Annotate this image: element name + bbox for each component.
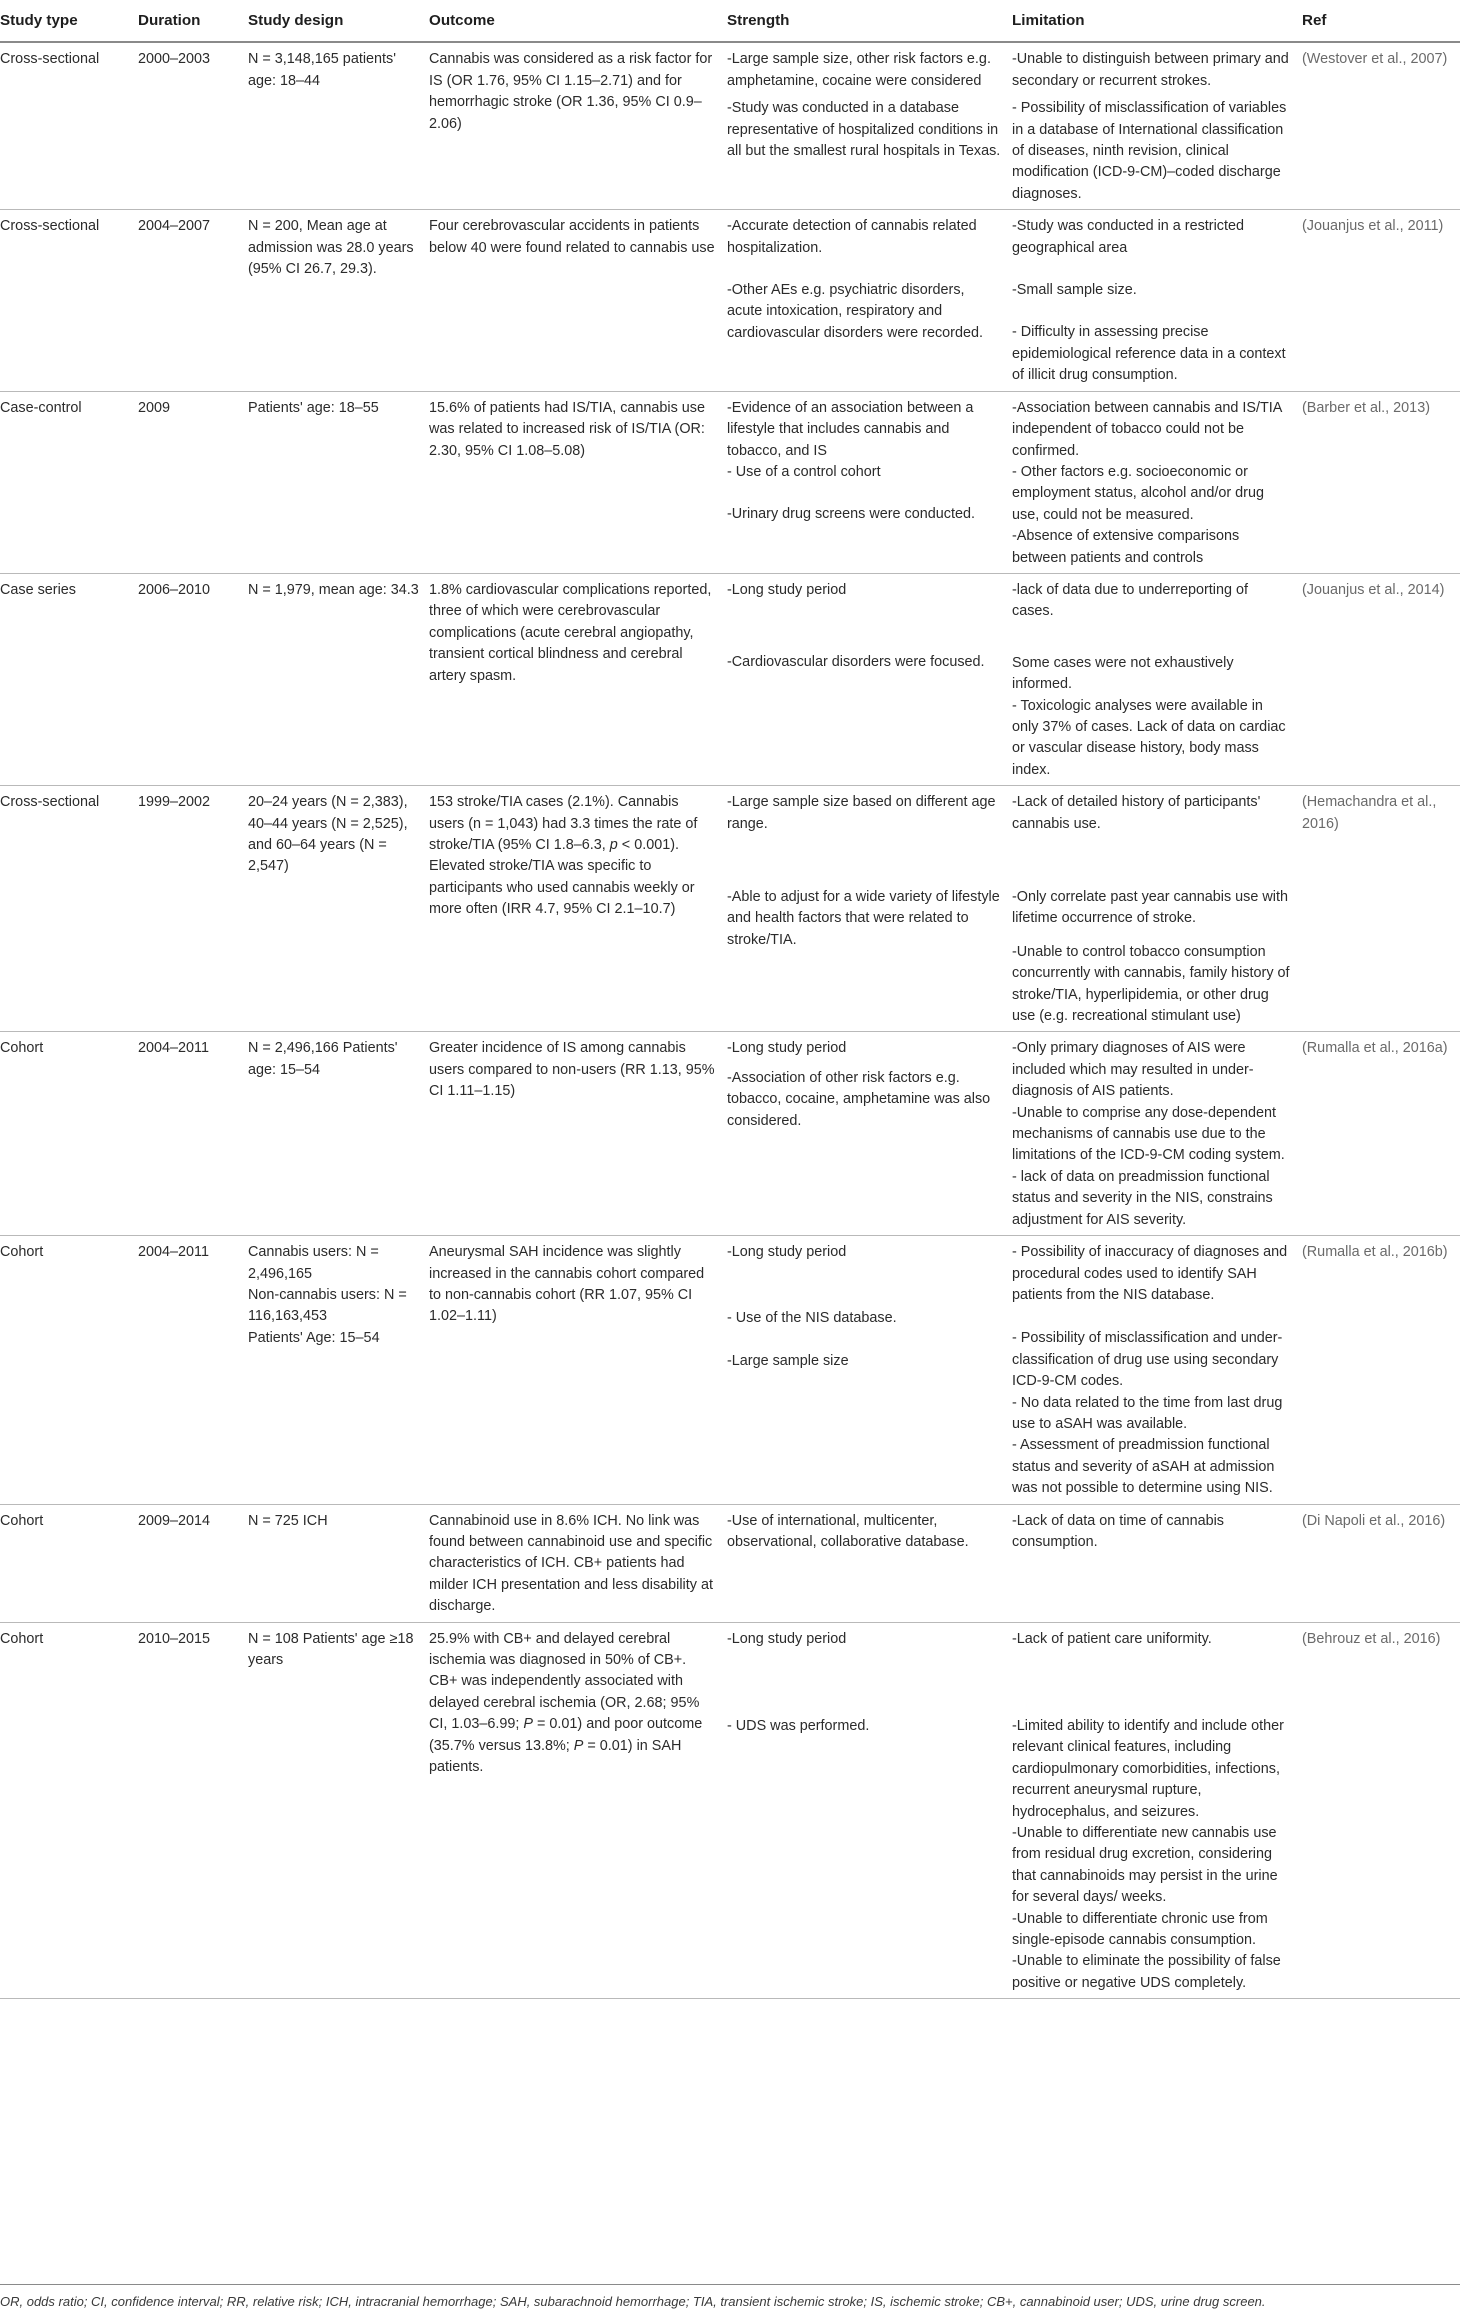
- strength-item: -Study was conducted in a database representative of hospitalized conditions in all but the smallest rural hospitals in Texas.: [727, 100, 1001, 160]
- limitation-cell: [1012, 1032, 1302, 1236]
- strength-item: -Evidence of an association between a lifestyle that includes cannabis and tobacco, and IS: [727, 399, 974, 459]
- limitation-cell: [1012, 1236, 1302, 1504]
- outcome-text: = 0.01) and poor outcome (35.7% versus 13.8%;: [429, 1716, 703, 1754]
- strength-cell: [727, 42, 1012, 209]
- limitation-item: - lack of data on preadmission functional status and severity in the NIS, constrains adjustment for AIS severity.: [1012, 1168, 1273, 1228]
- study-type-cell: Cross-sectional: [0, 786, 138, 1032]
- design-cell: N = 2,496,166 Patients' age: 15–54: [248, 1032, 429, 1236]
- strength-item: -Long study period: [727, 1040, 847, 1057]
- limitation-item: - Assessment of preadmission functional status and severity of aSAH at admission was not possible to determine using NIS.: [1012, 1437, 1275, 1497]
- limitation-item: - Difficulty in assessing precise epidemiological reference data in a context of illicit drug consumption.: [1012, 324, 1286, 384]
- outcome-cell: Four cerebrovascular accidents in patients below 40 were found related to cannabis use: [429, 210, 727, 391]
- limitation-item: -Absence of extensive comparisons between patients and controls: [1012, 528, 1240, 566]
- study-type-cell: Case series: [0, 573, 138, 785]
- duration-cell: 1999–2002: [138, 786, 248, 1032]
- strength-item: - UDS was performed.: [727, 1718, 870, 1734]
- ref-link[interactable]: (Behrouz et al., 2016): [1302, 1622, 1460, 1999]
- outcome-cell: Greater incidence of IS among cannabis users compared to non-users (RR 1.13, 95% CI 1.11–1.15): [429, 1032, 727, 1236]
- limitation-cell: [1012, 1622, 1302, 1999]
- design-cell: N = 108 Patients' age ≥18 years: [248, 1622, 429, 1999]
- study-type-cell: Cross-sectional: [0, 42, 138, 209]
- limitation-item: - No data related to the time from last drug use to aSAH was available.: [1012, 1394, 1283, 1432]
- outcome-cell: [429, 1622, 727, 1999]
- strength-cell: [727, 573, 1012, 785]
- limitation-item: - Toxicologic analyses were available in only 37% of cases. Lack of data on cardiac or vascular disease history, body mass index.: [1012, 697, 1286, 778]
- strength-item: -Long study period: [727, 581, 847, 598]
- outcome-cell: Cannabis was considered as a risk factor for IS (OR 1.76, 95% CI 1.15–2.71) and for hemorrhagic stroke (OR 1.36, 95% CI 0.9–2.06): [429, 42, 727, 209]
- design-cell: N = 1,979, mean age: 34.3: [248, 573, 429, 785]
- limitation-item: -Only primary diagnoses of AIS were included which may resulted in under-diagnosis of AIS patients.: [1012, 1040, 1254, 1100]
- footnote-divider: [0, 2284, 1460, 2285]
- header-outcome: Outcome: [429, 0, 727, 42]
- limitation-cell: [1012, 391, 1302, 573]
- limitation-item: -Lack of data on time of cannabis consumption.: [1012, 1512, 1224, 1550]
- design-cell: 20–24 years (N = 2,383), 40–44 years (N = 2,525), and 60–64 years (N = 2,547): [248, 786, 429, 1032]
- duration-cell: 2010–2015: [138, 1622, 248, 1999]
- strength-cell: [727, 1504, 1012, 1622]
- limitation-cell: [1012, 573, 1302, 785]
- limitation-item: -Unable to eliminate the possibility of false positive or negative UDS completely.: [1012, 1953, 1281, 1991]
- outcome-text: = 0.01) in SAH patients.: [429, 1737, 682, 1776]
- limitation-cell: [1012, 1504, 1302, 1622]
- table-row: [0, 573, 1460, 785]
- limitation-item: -Association between cannabis and IS/TIA independent of tobacco could not be confirmed.: [1012, 399, 1282, 459]
- outcome-cell: 15.6% of patients had IS/TIA, cannabis use was related to increased risk of IS/TIA (OR: 2.30, 95% CI 1.08–5.08): [429, 391, 727, 573]
- table-row: [0, 1032, 1460, 1236]
- table-row: [0, 786, 1460, 1032]
- ref-link[interactable]: (Rumalla et al., 2016a): [1302, 1032, 1460, 1236]
- design-cell: N = 200, Mean age at admission was 28.0 years (95% CI 26.7, 29.3).: [248, 210, 429, 391]
- header-study-type: Study type: [0, 0, 138, 42]
- strength-item: - Use of the NIS database.: [727, 1309, 897, 1326]
- limitation-cell: [1012, 42, 1302, 209]
- table-footnote: OR, odds ratio; CI, confidence interval; RR, relative risk; ICH, intracranial hemorrhage; SAH, subarachnoid hemorrhage; TIA, transient ischemic stroke; IS, ischemic stroke; CB+, cannabinoid user; UDS, urine drug screen.: [0, 2294, 1266, 2309]
- outcome-cell: Cannabinoid use in 8.6% ICH. No link was found between cannabinoid use and specific characteristics of ICH. CB+ patients had milder ICH presentation and less disability at discharge.: [429, 1504, 727, 1622]
- limitation-item: Some cases were not exhaustively informed.: [1012, 654, 1234, 693]
- limitation-cell: [1012, 786, 1302, 1032]
- study-type-cell: Cohort: [0, 1236, 138, 1504]
- strength-cell: [727, 1622, 1012, 1999]
- design-cell: Patients' age: 18–55: [248, 391, 429, 573]
- strength-cell: [727, 391, 1012, 573]
- strength-item: -Able to adjust for a wide variety of lifestyle and health factors that were related to stroke/TIA.: [727, 889, 1000, 948]
- outcome-cell: 1.8% cardiovascular complications reported, three of which were cerebrovascular complications (acute cerebral angiopathy, transient cortical blindness and cerebral artery spasm.: [429, 573, 727, 785]
- design-line: Non-cannabis users: N = 116,163,453: [248, 1286, 407, 1325]
- header-study-design: Study design: [248, 0, 429, 42]
- limitation-item: -Only correlate past year cannabis use with lifetime occurrence of stroke.: [1012, 889, 1288, 927]
- study-type-cell: Cohort: [0, 1622, 138, 1999]
- strength-item: - Use of a control cohort: [727, 463, 881, 480]
- outcome-text: 25.9% with CB+ and delayed cerebral ischemia was diagnosed in 50% of CB+. CB+ was independently associated with delayed cerebral ischemia (OR, 2.68; 95% CI, 1.03–6.99;: [429, 1630, 700, 1733]
- ref-link[interactable]: (Jouanjus et al., 2014): [1302, 573, 1460, 785]
- limitation-item: - Other factors e.g. socioeconomic or employment status, alcohol and/or drug use, could not be measured.: [1012, 463, 1264, 523]
- limitation-item: -Unable to control tobacco consumption concurrently with cannabis, family history of stroke/TIA, hyperlipidemia, or other drug use (e.g. recreational stimulant use): [1012, 943, 1290, 1025]
- limitation-item: - Possibility of misclassification of variables in a database of International classification of diseases, ninth revision, clinical modification (ICD-9-CM)–coded discharge diagnoses.: [1012, 100, 1287, 202]
- strength-cell: [727, 1236, 1012, 1504]
- duration-cell: 2004–2011: [138, 1236, 248, 1504]
- header-strength: Strength: [727, 0, 1012, 42]
- strength-item: -Urinary drug screens were conducted.: [727, 506, 975, 523]
- limitation-item: -lack of data due to underreporting of cases.: [1012, 581, 1248, 620]
- strength-item: -Association of other risk factors e.g. tobacco, cocaine, amphetamine was also considered.: [727, 1069, 991, 1129]
- limitation-item: - Possibility of misclassification and under-classification of drug use using secondary ICD-9-CM codes.: [1012, 1330, 1283, 1390]
- strength-item: -Other AEs e.g. psychiatric disorders, acute intoxication, respiratory and cardiovascular disorders were recorded.: [727, 282, 983, 341]
- table-row: [0, 1504, 1460, 1622]
- header-duration: Duration: [138, 0, 248, 42]
- limitation-item: -Small sample size.: [1012, 282, 1137, 299]
- strength-cell: [727, 210, 1012, 391]
- ref-link[interactable]: (Hemachandra et al., 2016): [1302, 786, 1460, 1032]
- strength-item: -Accurate detection of cannabis related hospitalization.: [727, 218, 977, 256]
- duration-cell: 2009–2014: [138, 1504, 248, 1622]
- outcome-cell: [429, 786, 727, 1032]
- table-row: [0, 42, 1460, 209]
- ref-link[interactable]: (Westover et al., 2007): [1302, 42, 1460, 209]
- strength-item: -Use of international, multicenter, observational, collaborative database.: [727, 1512, 969, 1550]
- limitation-cell: [1012, 210, 1302, 391]
- outcome-cell: Aneurysmal SAH incidence was slightly increased in the cannabis cohort compared to non-cannabis cohort (RR 1.07, 95% CI 1.02–1.11): [429, 1236, 727, 1504]
- strength-item: -Large sample size: [727, 1352, 849, 1369]
- duration-cell: 2000–2003: [138, 42, 248, 209]
- limitation-item: -Unable to comprise any dose-dependent mechanisms of cannabis use due to the limitations of the ICD-9-CM coding system.: [1012, 1104, 1285, 1164]
- limitation-item: -Lack of detailed history of participants' cannabis use.: [1012, 794, 1261, 832]
- ref-link[interactable]: (Jouanjus et al., 2011): [1302, 210, 1460, 391]
- limitation-item: - Possibility of inaccuracy of diagnoses and procedural codes used to identify SAH patients from the NIS database.: [1012, 1244, 1288, 1303]
- table-header-row: [0, 0, 1460, 42]
- table-row: [0, 391, 1460, 573]
- design-cell: N = 3,148,165 patients' age: 18–44: [248, 42, 429, 209]
- duration-cell: 2006–2010: [138, 573, 248, 785]
- strength-item: -Long study period: [727, 1244, 847, 1261]
- p-symbol: p: [609, 837, 618, 853]
- study-type-cell: Case-control: [0, 391, 138, 573]
- design-line: Patients' Age: 15–54: [248, 1329, 380, 1346]
- outcome-text: < 0.001). Elevated stroke/TIA was specific to participants who used cannabis weekly or more often (IRR 4.7, 95% CI 2.1–10.7): [429, 837, 695, 918]
- duration-cell: 2009: [138, 391, 248, 573]
- ref-link[interactable]: (Rumalla et al., 2016b): [1302, 1236, 1460, 1504]
- duration-cell: 2004–2007: [138, 210, 248, 391]
- strength-item: -Large sample size based on different age range.: [727, 794, 996, 832]
- limitation-item: -Unable to differentiate new cannabis use from residual drug excretion, considering that cannabinoids may persist in the urine for several days/ weeks.: [1012, 1825, 1278, 1906]
- ref-link[interactable]: (Barber et al., 2013): [1302, 391, 1460, 573]
- design-cell: [248, 1236, 429, 1504]
- p-symbol: P: [523, 1716, 534, 1733]
- limitation-item: -Limited ability to identify and include other relevant clinical features, including cardiopulmonary comorbidities, infections, recurrent aneurysmal rupture, hydrocephalus, and seizures.: [1012, 1718, 1284, 1820]
- limitation-item: -Unable to differentiate chronic use from single-episode cannabis consumption.: [1012, 1910, 1268, 1949]
- strength-item: -Cardiovascular disorders were focused.: [727, 654, 985, 671]
- table-row: [0, 1236, 1460, 1504]
- strength-cell: [727, 786, 1012, 1032]
- limitation-item: -Study was conducted in a restricted geographical area: [1012, 218, 1244, 256]
- study-type-cell: Cohort: [0, 1504, 138, 1622]
- outcome-text: 153 stroke/TIA cases (2.1%). Cannabis users (n = 1,043) had 3.3 times the rate of stroke/TIA (95% CI 1.8–6.3,: [429, 794, 698, 853]
- limitation-item: -Lack of patient care uniformity.: [1012, 1630, 1212, 1647]
- study-type-cell: Cross-sectional: [0, 210, 138, 391]
- strength-item: -Long study period: [727, 1630, 847, 1647]
- table-row: [0, 210, 1460, 391]
- table-row: [0, 1622, 1460, 1999]
- p-symbol: P: [573, 1737, 584, 1754]
- ref-link[interactable]: (Di Napoli et al., 2016): [1302, 1504, 1460, 1622]
- study-type-cell: Cohort: [0, 1032, 138, 1236]
- duration-cell: 2004–2011: [138, 1032, 248, 1236]
- strength-item: -Large sample size, other risk factors e.g. amphetamine, cocaine were considered: [727, 51, 991, 89]
- design-line: Cannabis users: N = 2,496,165: [248, 1244, 379, 1282]
- header-ref: Ref: [1302, 0, 1460, 42]
- limitation-item: -Unable to distinguish between primary and secondary or recurrent strokes.: [1012, 51, 1289, 89]
- header-limitation: Limitation: [1012, 0, 1302, 42]
- strength-cell: [727, 1032, 1012, 1236]
- design-cell: N = 725 ICH: [248, 1504, 429, 1622]
